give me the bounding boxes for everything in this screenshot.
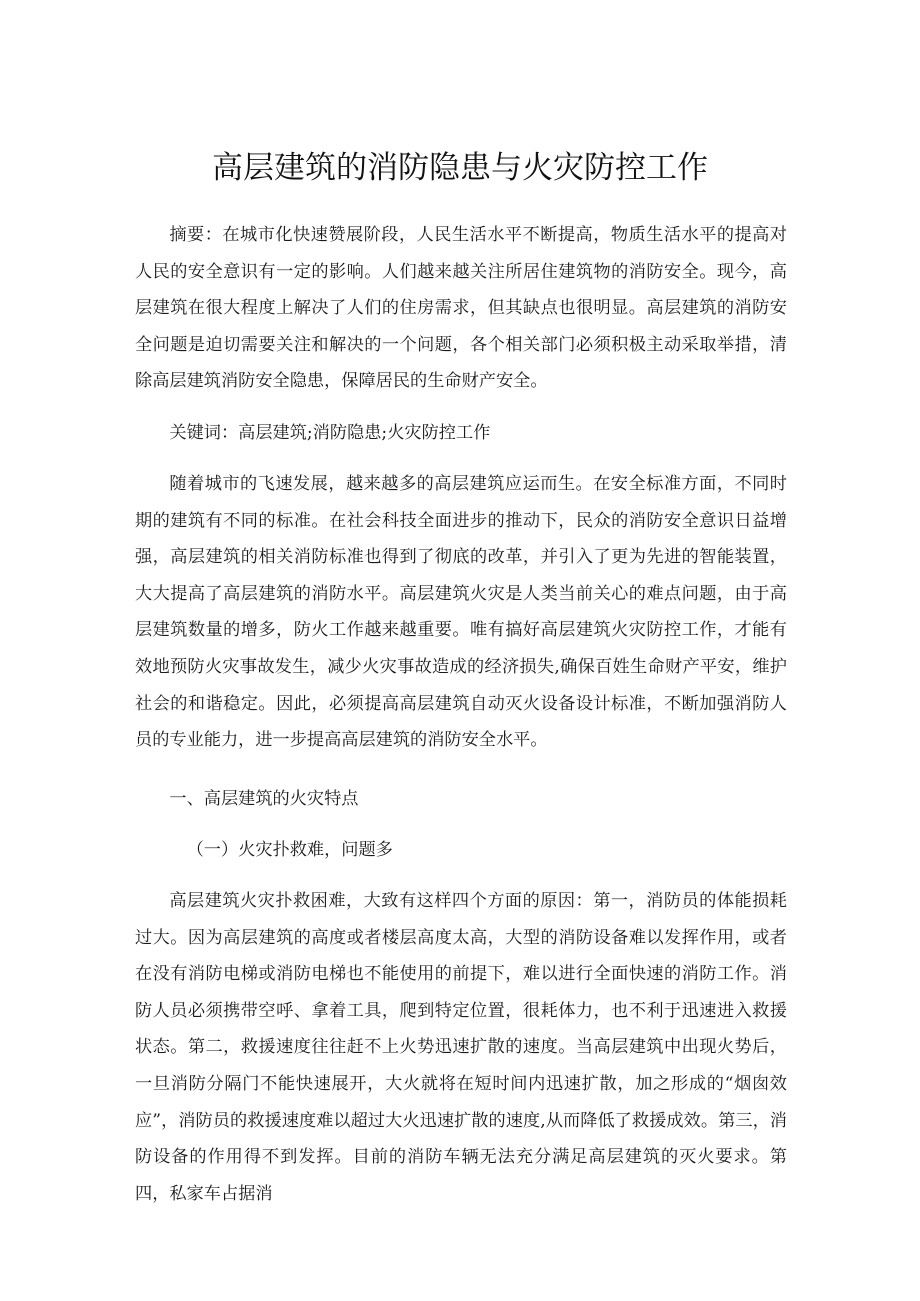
intro-paragraph: 随着城市的飞速发展，越来越多的高层建筑应运而生。在安全标准方面，不同时期的建筑有不同的标准。在社会科技全面进步的推动下，民众的消防安全意识日益增强，高层建筑的相关消防标准也得到了彻底的改革，并引入了更为先进的智能装置，大大提高了高层建筑的消防水平。高层建筑火灾是人类当前关心的难点问题，由于高层建筑数量的增多，防火工作越来越重要。唯有搞好高层建筑火灾防控工作，才能有效地预防火灾事故发生，减少火灾事故造成的经济损失,确保百姓生命财产平安，维护社会的和谐稳定。因此，必须提高高层建筑自动灭火设备设计标准，不断加强消防人员的专业能力，进一步提高高层建筑的消防安全水平。 (135, 474, 787, 751)
abstract-paragraph: 摘要：在城市化快速赞展阶段，人民生活水平不断提高，物质生活水平的提高对人民的安全意识有一定的影响。人们越来越关注所居住建筑物的消防安全。现今，高层建筑在很大程度上解决了人们的住房需求，但其缺点也很明显。高层建筑的消防安全问题是迫切需要关注和解决的一个问题，各个相关部门必须积极主动采取举措，清除高层建筑消防安全隐患，保障居民的生命财产安全。 (135, 225, 787, 392)
section-heading: 一、高层建筑的火灾特点 (169, 789, 359, 809)
document-title: 高层建筑的消防隐患与火灾防控工作 (212, 150, 708, 186)
body-paragraph: 高层建筑火灾扑救困难，大致有这样四个方面的原因：第一，消防员的体能损耗过大。因为高层建筑的高度或者楼层高度太高，大型的消防设备难以发挥作用，或者在没有消防电梯或消防电梯也不能使用的前提下，难以进行全面快速的消防工作。消防人员必须携带空呼、拿着工具，爬到特定位置，很耗体力，也不利于迅速进入救援状态。第二，救援速度往往赶不上火势迅速扩散的速度。当高层建筑中出现火势后，一旦消防分隔门不能快速展开，大火就将在短时间内迅速扩散，加之形成的“烟囱效应”，消防员的救援速度难以超过大火迅速扩散的速度,从而降低了救援成效。第三，消防设备的作用得不到发挥。目前的消防车辆无法充分满足高层建筑的灭火要求。第四，私家车占据消 (135, 891, 787, 1204)
keywords-line: 关键词：高层建筑;消防隐患;火灾防控工作 (169, 423, 491, 443)
subsection-heading: （一）火灾扑救难，问题多 (186, 840, 393, 860)
